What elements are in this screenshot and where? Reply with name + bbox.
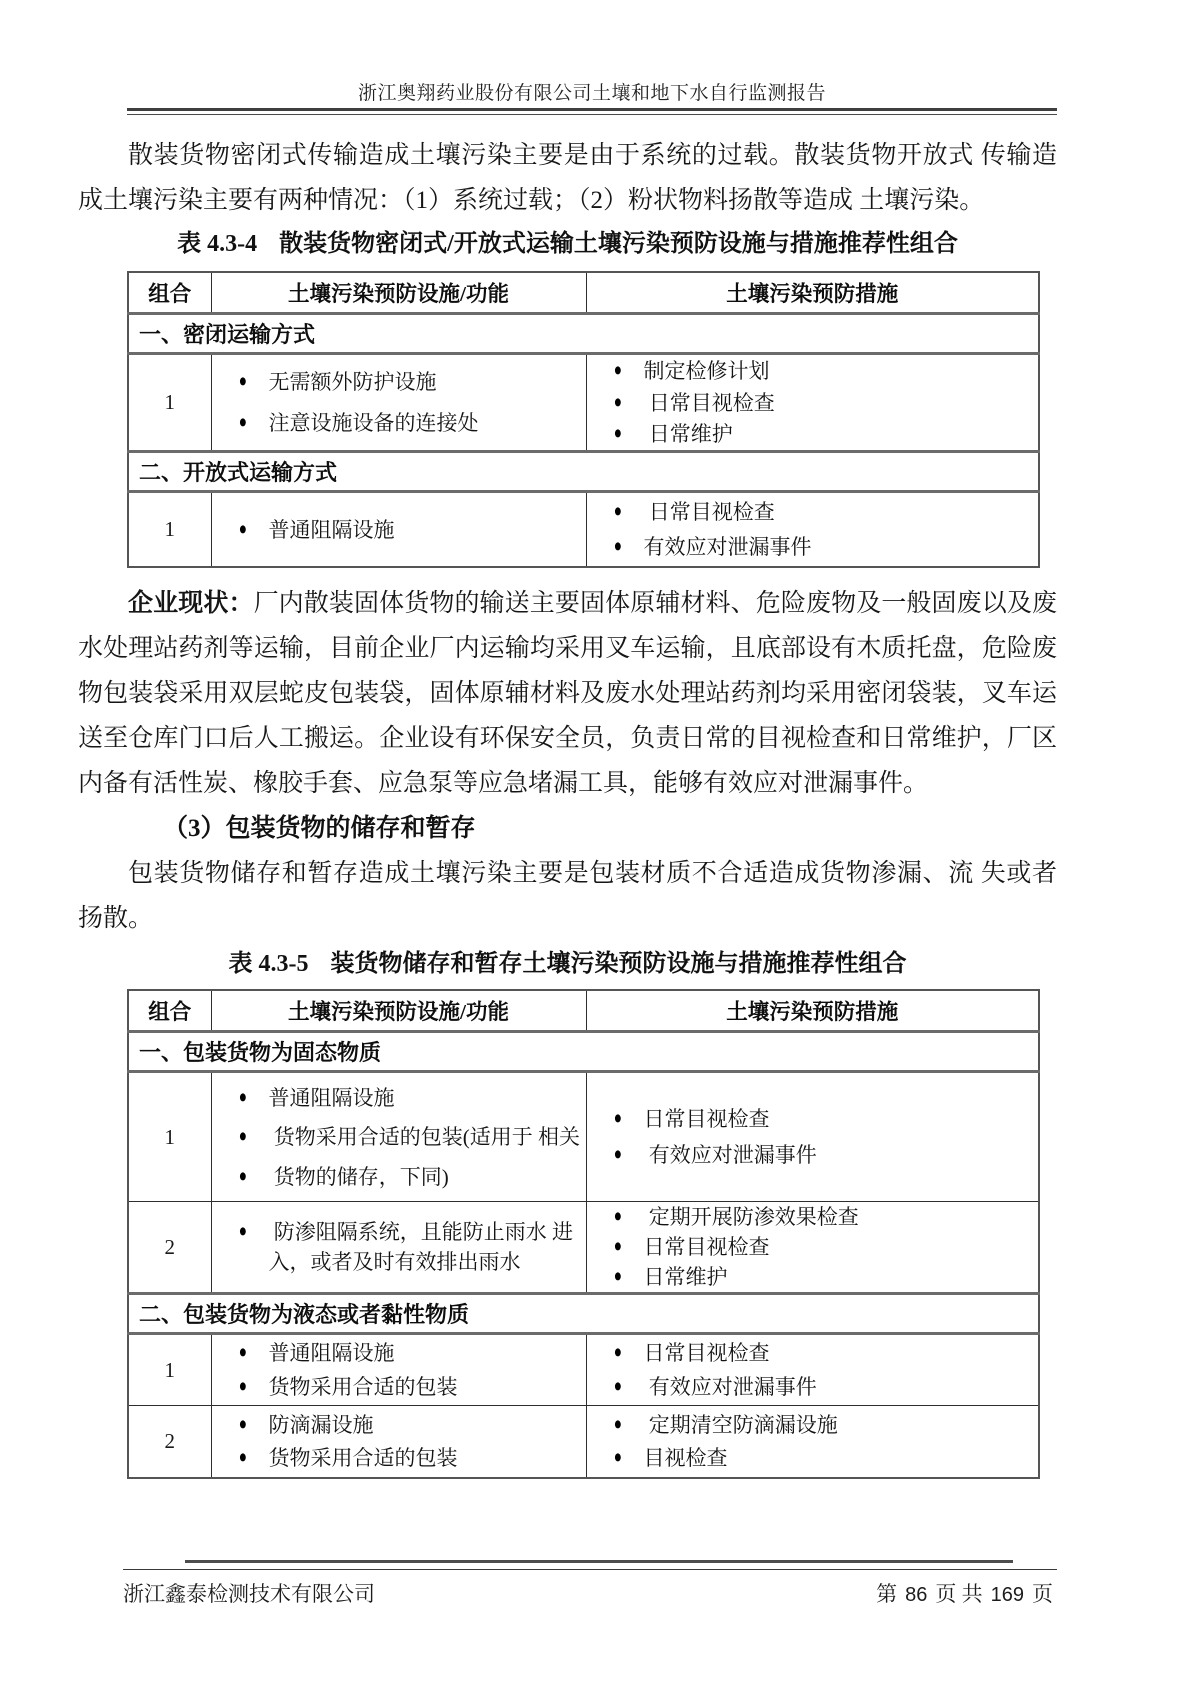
paragraph-status-body: 厂内散装固体货物的输送主要固体原辅材料、危险废物及一般固废以及废水处理站药剂等运输，目前企业厂内运输均采用叉车运输，且底部设有木质托盘，危险废物包装袋采用双层蛇皮包装袋，固体原辅材料及废水处理站药剂均采用密闭袋装，叉车运送至仓库门口后人工搬运。企业设有环保安全员，负责日常的目视检查和日常维护，厂区内备有活性炭、橡胶手套、应急泵等应急堵漏工具，能够有效应对泄漏事件。	[78, 590, 1057, 797]
section-heading: 一、密闭运输方式	[128, 314, 1039, 354]
section-heading: 二、开放式运输方式	[128, 452, 1039, 492]
table-caption-title: 装货物储存和暂存土壤污染预防设施与措施推荐性组合	[330, 951, 907, 977]
section-row	[128, 1032, 1039, 1072]
bullet-icon: ●	[613, 360, 622, 381]
facilities-cell	[211, 492, 586, 568]
table-caption-title: 散装货物密闭式/开放式运输土壤污染预防设施与措施推荐性组合	[279, 231, 958, 257]
bullet-icon: ●	[613, 1447, 622, 1468]
paragraph-storage: 包装货物储存和暂存造成土壤污染主要是包装材质不合适造成货物渗漏、流 失或者扬散。	[78, 860, 1057, 932]
combo-cell: 1	[128, 1334, 211, 1406]
bullet-icon: ●	[613, 1376, 622, 1396]
measures-cell	[586, 1334, 1039, 1406]
list-item-text: 有效应对泄漏事件	[643, 1374, 817, 1399]
list-item	[587, 356, 1039, 386]
list-item-text: 日常目视检查	[643, 1235, 770, 1259]
bullet-icon: ●	[238, 371, 247, 391]
facilities-cell	[211, 1406, 586, 1479]
list-item-text: 货物采用合适的包装	[268, 1374, 458, 1399]
list-item-text: 日常维护	[643, 421, 733, 446]
list-item	[587, 419, 1039, 449]
list-item-text: 定期开展防渗效果检查	[643, 1205, 859, 1229]
combo-cell: 1	[128, 354, 211, 452]
measures-cell	[586, 354, 1039, 452]
footer-rule-thick	[185, 1560, 1013, 1563]
list-item-text: 普通阻隔设施	[268, 1085, 395, 1110]
table-header-row	[128, 990, 1039, 1032]
measures-cell	[586, 492, 1039, 568]
list-item	[587, 1140, 1039, 1170]
list-item-text: 目视检查	[643, 1446, 728, 1471]
page-header-title: 浙江奥翔药业股份有限公司土壤和地下水自行监测报告	[357, 83, 826, 104]
table-caption-label: 表 4.3-4	[177, 231, 258, 257]
table-row	[128, 1406, 1039, 1479]
combo-cell: 1	[128, 492, 211, 568]
bullet-icon: ●	[613, 1266, 622, 1287]
table-row	[128, 1072, 1039, 1202]
list-item	[212, 367, 586, 397]
list-item	[212, 1083, 586, 1113]
list-item	[212, 515, 586, 545]
list-item-text: 注意设施设备的连接处	[268, 411, 479, 436]
table-row	[128, 1334, 1039, 1406]
list-item-text: 日常目视检查	[643, 500, 775, 525]
list-item-text: 普通阻隔设施	[268, 1341, 395, 1366]
bullet-icon: ●	[238, 1166, 247, 1186]
table-caption	[78, 227, 1057, 261]
column-header-facility: 土壤污染预防设施/功能	[211, 272, 586, 314]
list-item	[587, 388, 1039, 418]
section-row	[128, 314, 1039, 354]
bullet-icon: ●	[613, 1144, 622, 1165]
section-heading: 二、包装货物为液态或者黏性物质	[128, 1294, 1039, 1334]
combo-cell: 1	[128, 1072, 211, 1202]
bullet-icon: ●	[238, 1414, 247, 1434]
list-item	[212, 1122, 586, 1152]
list-item	[587, 1443, 1039, 1473]
subsection-heading: （3）包装货物的储存和暂存	[163, 815, 476, 842]
prevention-table-transport	[127, 271, 1040, 568]
list-item-text: 普通阻隔设施	[268, 517, 395, 542]
page-number-current: 86	[905, 1584, 928, 1606]
page-label-mid: 页 共	[935, 1582, 983, 1606]
bullet-icon: ●	[613, 1206, 622, 1227]
section-row	[128, 452, 1039, 492]
table-row	[128, 492, 1039, 568]
list-item	[212, 1410, 586, 1440]
bullet-icon: ●	[238, 1342, 247, 1363]
table-row	[128, 354, 1039, 452]
footer-page-info	[123, 1578, 1057, 1608]
list-item	[587, 1338, 1039, 1368]
prevention-table-storage	[127, 989, 1040, 1479]
list-item-text: 日常目视检查	[643, 1341, 770, 1366]
combo-cell: 2	[128, 1202, 211, 1294]
list-item	[212, 408, 586, 438]
footer-company: 浙江鑫泰检测技术有限公司	[123, 1582, 375, 1606]
bullet-icon: ●	[613, 392, 622, 412]
list-item	[587, 532, 1039, 562]
measures-cell	[586, 1202, 1039, 1294]
bullet-icon: ●	[613, 1414, 622, 1434]
list-item	[212, 1217, 586, 1277]
bullet-icon: ●	[238, 1447, 247, 1468]
bullet-icon: ●	[613, 501, 622, 522]
bullet-icon: ●	[238, 1221, 247, 1242]
table-caption	[78, 947, 1057, 981]
list-item-text: 日常维护	[643, 1265, 728, 1289]
measures-cell	[586, 1406, 1039, 1479]
bullet-icon: ●	[613, 1342, 622, 1363]
table-caption-label: 表 4.3-5	[228, 951, 309, 977]
page-content	[78, 133, 1057, 1479]
bullet-icon: ●	[613, 1236, 622, 1257]
list-item	[212, 1162, 586, 1192]
bullet-icon: ●	[613, 423, 622, 443]
table-row	[128, 1202, 1039, 1294]
list-item-text: 定期清空防滴漏设施	[643, 1412, 838, 1437]
list-item-text: 防渗阻隔系统，且能防止雨水 进入，或者及时有效排出雨水	[268, 1220, 573, 1274]
paragraph-status	[78, 581, 1057, 806]
column-header-combo: 组合	[128, 272, 211, 314]
paragraph-status-lead: 企业现状：	[128, 590, 254, 617]
list-item-text: 无需额外防护设施	[268, 369, 437, 394]
bullet-icon: ●	[613, 536, 622, 556]
page-label-suffix: 页	[1032, 1582, 1053, 1606]
page-header-rule	[127, 108, 1057, 115]
list-item	[587, 1104, 1039, 1134]
list-item-text: 有效应对泄漏事件	[643, 1143, 817, 1167]
facilities-cell	[211, 354, 586, 452]
list-item	[212, 1443, 586, 1473]
list-item	[587, 1372, 1039, 1402]
page-label-prefix: 第	[876, 1582, 898, 1606]
list-item-text: 货物采用合适的包装	[268, 1446, 458, 1471]
list-item	[587, 1262, 1039, 1292]
bullet-icon: ●	[238, 412, 247, 433]
facilities-cell	[211, 1072, 586, 1202]
bullet-icon: ●	[238, 1126, 247, 1147]
column-header-measure: 土壤污染预防措施	[586, 990, 1039, 1032]
section-row	[128, 1294, 1039, 1334]
page-number-total: 169	[990, 1584, 1024, 1606]
list-item-text: 有效应对泄漏事件	[643, 534, 812, 559]
bullet-icon: ●	[238, 1376, 247, 1396]
bullet-icon: ●	[613, 1108, 622, 1129]
section-heading: 一、包装货物为固态物质	[128, 1032, 1039, 1072]
paragraph-intro: 散装货物密闭式传输造成土壤污染主要是由于系统的过载。散装货物开放式 传输造成土壤污染主要有两种情况：（1）系统过载；（2）粉状物料扬散等造成 土壤污染。	[78, 142, 1057, 214]
combo-cell: 2	[128, 1406, 211, 1479]
list-item-text: 货物采用合适的包装(适用于 相关	[268, 1125, 580, 1149]
facilities-cell	[211, 1334, 586, 1406]
list-item-text: 日常目视检查	[643, 390, 775, 415]
measures-cell	[586, 1072, 1039, 1202]
list-item	[212, 1372, 586, 1402]
list-item-text: 制定检修计划	[643, 359, 770, 384]
facilities-cell	[211, 1202, 586, 1294]
list-item-text: 防滴漏设施	[268, 1412, 374, 1437]
list-item-text: 日常目视检查	[643, 1107, 770, 1131]
column-header-facility: 土壤污染预防设施/功能	[211, 990, 586, 1032]
bullet-icon: ●	[238, 519, 247, 539]
column-header-combo: 组合	[128, 990, 211, 1032]
list-item-text: 货物的储存，下同)	[268, 1164, 449, 1189]
table-header-row	[128, 272, 1039, 314]
column-header-measure: 土壤污染预防措施	[586, 272, 1039, 314]
list-item	[587, 1410, 1039, 1440]
list-item	[212, 1338, 586, 1368]
footer-rule-thin	[123, 1569, 1057, 1570]
list-item	[587, 1202, 1039, 1232]
list-item	[587, 497, 1039, 527]
bullet-icon: ●	[238, 1087, 247, 1107]
list-item	[587, 1232, 1039, 1262]
